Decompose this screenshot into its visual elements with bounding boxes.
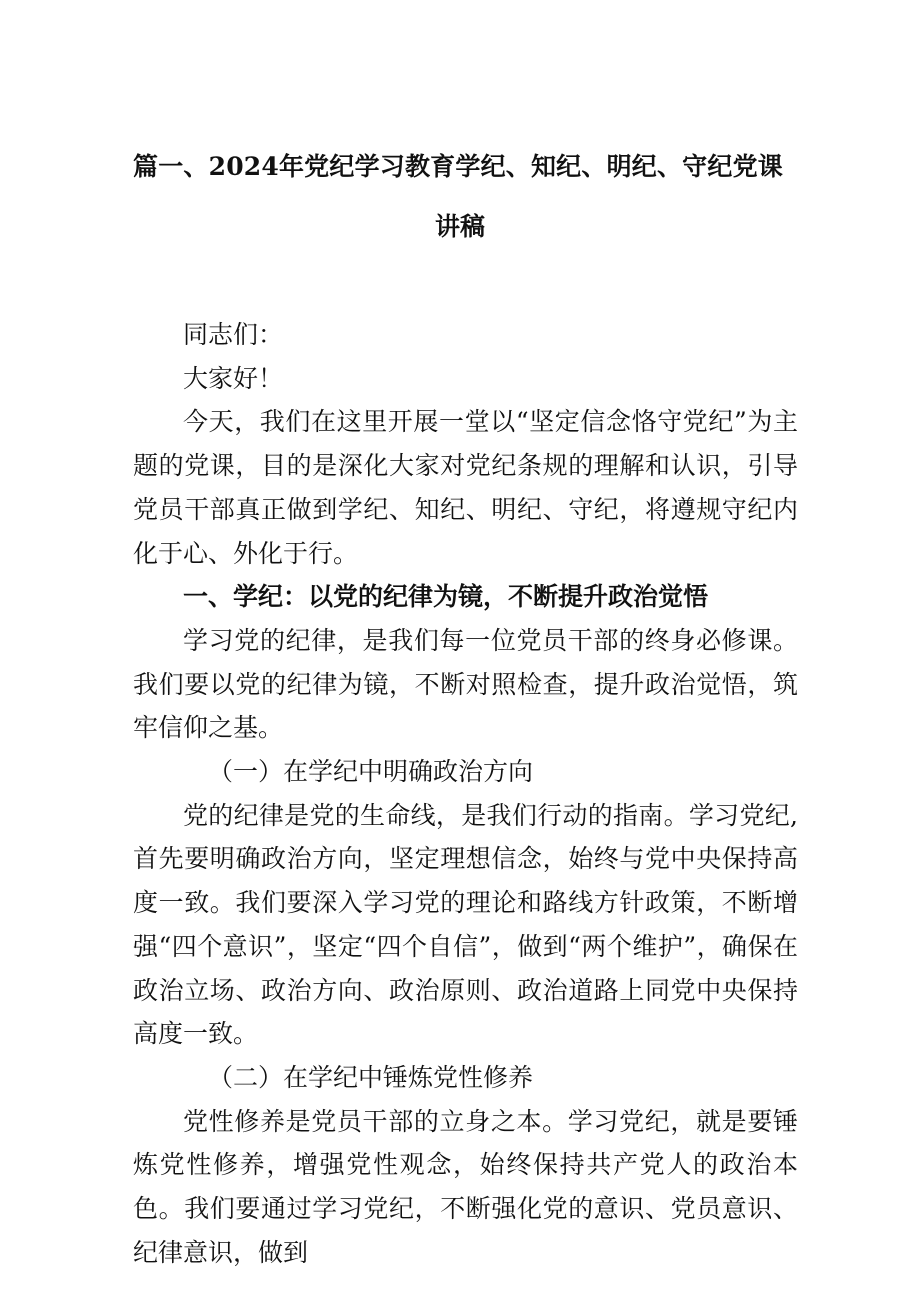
salutation: 同志们：: [183, 320, 284, 349]
section-heading-1: 一、学纪：以党的纪律为镜，不断提升政治觉悟: [183, 582, 709, 612]
subsection-heading-2: （二）在学纪中锤炼党性修养: [208, 1062, 534, 1092]
subsection-heading-1: （一）在学纪中明确政治方向: [208, 757, 534, 787]
document-title-line-1: 篇一、2024年党纪学习教育学纪、知纪、明纪、守纪党课: [133, 152, 783, 181]
subsection-1-paragraph: 党的纪律是党的生命线，是我们行动的指南。学习党纪,首先要明确政治方向，坚定理想信念，始终与党中央保持高度一致。我们要深入学习党的理论和路线方针政策，不断增强“四个意识”，坚定“四个自信”，做到“两个维护”，确保在政治立场、政治方向、政治原则、政治道路上同党中央保持高度一致。: [133, 800, 798, 1049]
subsection-2-paragraph: 党性修养是党员干部的立身之本。学习党纪，就是要锤炼党性修养，增强党性观念，始终保持共产党人的政治本色。我们要通过学习党纪，不断强化党的意识、党员意识、纪律意识，做到: [133, 1106, 798, 1267]
section-1-paragraph: 学习党的纪律，是我们每一位党员干部的终身必修课。我们要以党的纪律为镜，不断对照检查，提升政治觉悟，筑牢信仰之基。: [133, 625, 798, 743]
document-title-line-2: 讲稿: [434, 212, 485, 241]
greeting: 大家好！: [183, 363, 284, 393]
document-body: [133, 313, 798, 1274]
intro-paragraph: 今天，我们在这里开展一堂以“坚定信念恪守党纪”为主题的党课，目的是深化大家对党纪条规的理解和认识，引导党员干部真正做到学纪、知纪、明纪、守纪，将遵规守纪内化于心、外化于行。: [133, 407, 798, 568]
